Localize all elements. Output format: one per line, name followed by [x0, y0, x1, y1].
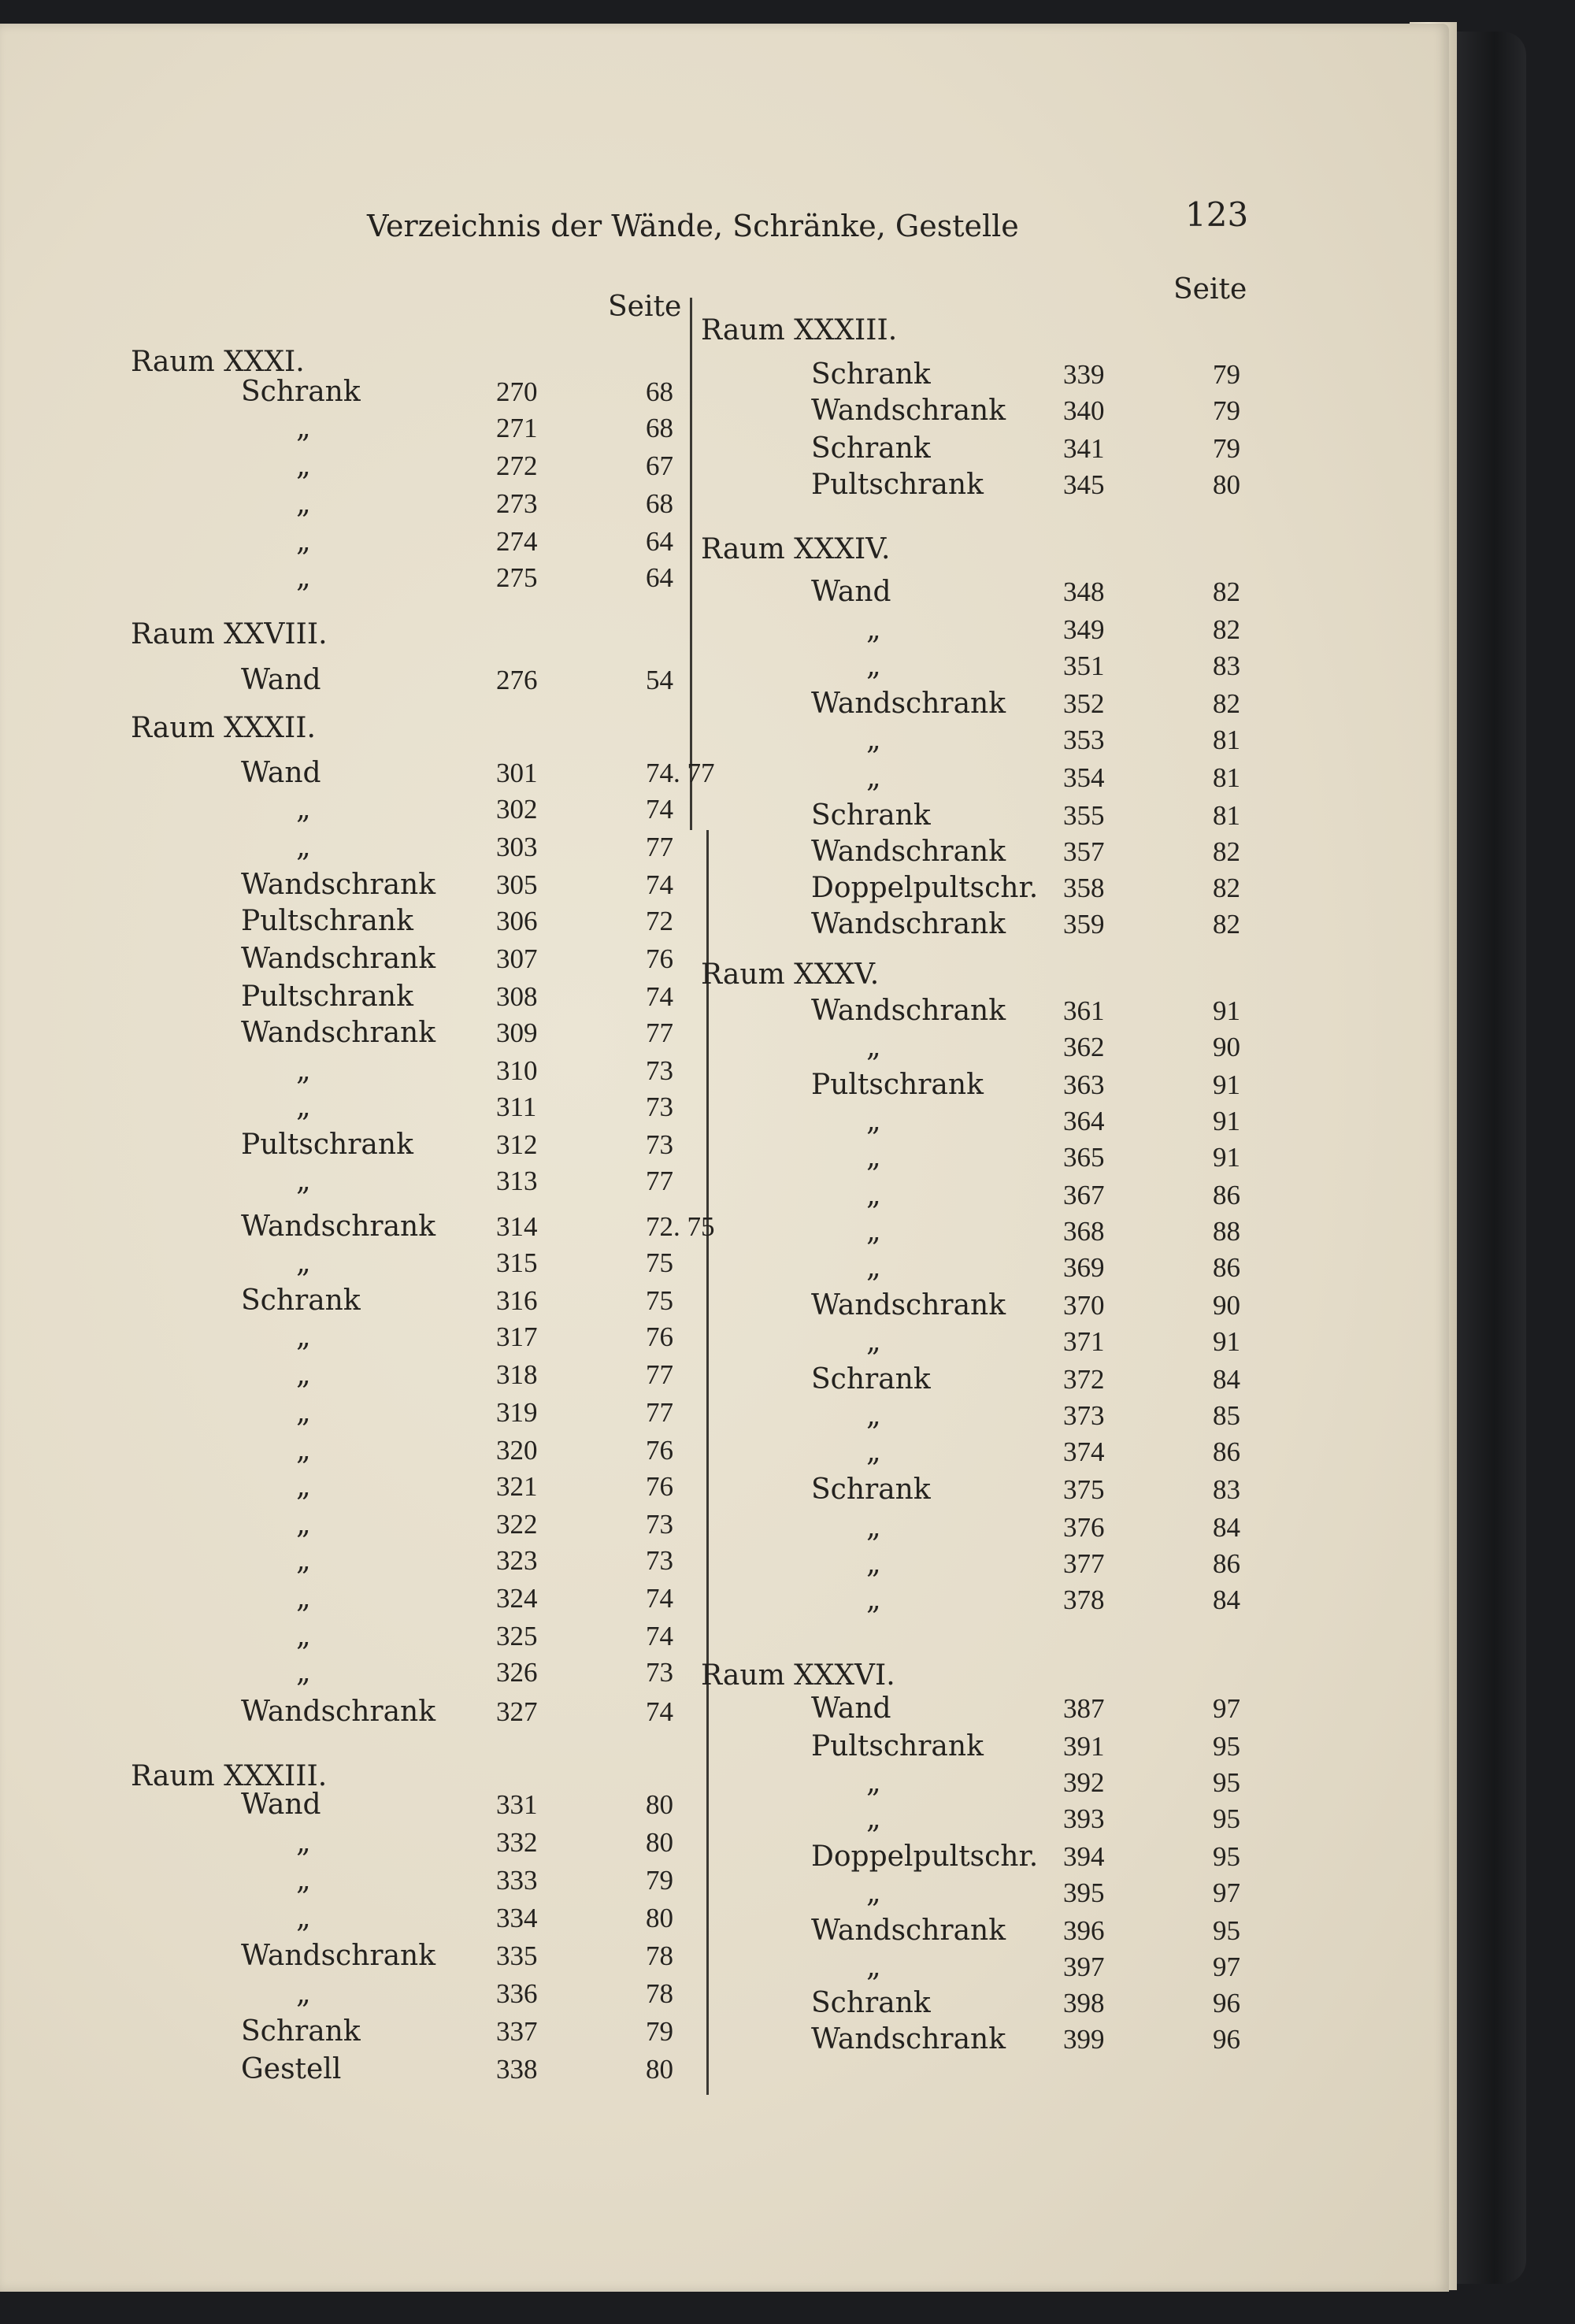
cabinet-number: 377 — [1063, 1548, 1105, 1579]
cabinet-number: 320 — [496, 1435, 538, 1466]
page-reference: 96 — [1213, 1988, 1240, 2018]
cabinet-number: 310 — [496, 1055, 538, 1086]
cabinet-number: 327 — [496, 1696, 538, 1727]
ditto-mark: „ — [866, 1511, 881, 1544]
page-reference: 80 — [646, 2054, 673, 2085]
cabinet-number: 319 — [496, 1397, 538, 1428]
cabinet-number: 306 — [496, 906, 538, 936]
page-reference: 84 — [1213, 1512, 1240, 1543]
page-reference: 82 — [1213, 688, 1240, 719]
page-reference: 54 — [646, 665, 673, 695]
item-label: Pultschrank — [811, 1730, 984, 1762]
page-reference: 95 — [1213, 1841, 1240, 1872]
ditto-mark: „ — [296, 1091, 311, 1123]
cabinet-number: 399 — [1063, 2024, 1105, 2055]
page-reference: 80 — [1213, 469, 1240, 500]
ditto-mark: „ — [866, 1251, 881, 1284]
cabinet-number: 398 — [1063, 1988, 1105, 2018]
cabinet-number: 393 — [1063, 1803, 1105, 1834]
cabinet-number: 376 — [1063, 1512, 1105, 1543]
page-reference: 64 — [646, 526, 673, 557]
item-label: Wandschrank — [811, 395, 1006, 427]
cabinet-number: 312 — [496, 1129, 538, 1160]
cabinet-number: 355 — [1063, 800, 1105, 831]
ditto-mark: „ — [866, 1179, 881, 1211]
ditto-mark: „ — [866, 1031, 881, 1063]
page-reference: 81 — [1213, 800, 1240, 831]
page-reference: 83 — [1213, 1474, 1240, 1505]
page-reference: 76 — [646, 943, 673, 974]
cabinet-number: 321 — [496, 1471, 538, 1502]
page-reference: 74 — [646, 794, 673, 825]
item-label: Schrank — [811, 1987, 931, 2019]
page-reference: 91 — [1213, 1326, 1240, 1357]
page-reference: 82 — [1213, 614, 1240, 645]
page-reference: 74. 77 — [646, 758, 715, 788]
item-label: Schrank — [811, 799, 931, 832]
page-reference: 86 — [1213, 1548, 1240, 1579]
page-reference: 73 — [646, 1657, 673, 1688]
item-label: Doppelpultschr. — [811, 872, 1039, 904]
room-heading: Raum XXXII. — [131, 712, 316, 744]
cabinet-number: 270 — [496, 376, 538, 407]
item-label: Wandschrank — [811, 2023, 1006, 2055]
page-reference: 86 — [1213, 1180, 1240, 1210]
cabinet-number: 370 — [1063, 1290, 1105, 1321]
page-reference: 81 — [1213, 725, 1240, 755]
cabinet-number: 365 — [1063, 1142, 1105, 1173]
page-reference: 68 — [646, 413, 673, 443]
ditto-mark: „ — [296, 1826, 311, 1859]
ditto-mark: „ — [866, 1766, 881, 1799]
item-label: Doppelpultschr. — [811, 1840, 1039, 1873]
page-reference: 91 — [1213, 1106, 1240, 1136]
item-label: Schrank — [811, 1363, 931, 1396]
column-divider-upper — [690, 298, 692, 830]
ditto-mark: „ — [296, 1470, 311, 1503]
ditto-mark: „ — [296, 1247, 311, 1279]
page-reference: 67 — [646, 450, 673, 481]
cabinet-number: 308 — [496, 981, 538, 1012]
cabinet-number: 351 — [1063, 650, 1105, 681]
cabinet-number: 316 — [496, 1285, 538, 1316]
page-reference: 77 — [646, 1359, 673, 1390]
page-reference: 68 — [646, 488, 673, 519]
seite-column-header: Seite — [1173, 273, 1247, 306]
cabinet-number: 338 — [496, 2054, 538, 2085]
item-label: Pultschrank — [241, 905, 413, 937]
page-reference: 84 — [1213, 1364, 1240, 1395]
ditto-mark: „ — [296, 562, 311, 594]
cabinet-number: 396 — [1063, 1915, 1105, 1946]
page-reference: 95 — [1213, 1915, 1240, 1946]
cabinet-number: 318 — [496, 1359, 538, 1390]
cabinet-number: 331 — [496, 1789, 538, 1820]
cabinet-number: 274 — [496, 526, 538, 557]
cabinet-number: 367 — [1063, 1180, 1105, 1210]
ditto-mark: „ — [296, 793, 311, 825]
item-label: Wandschrank — [811, 688, 1006, 720]
ditto-mark: „ — [296, 1544, 311, 1577]
page-reference: 74 — [646, 869, 673, 900]
ditto-mark: „ — [296, 1396, 311, 1429]
ditto-mark: „ — [296, 1582, 311, 1614]
cabinet-number: 307 — [496, 943, 538, 974]
ditto-mark: „ — [296, 1434, 311, 1466]
item-label: Wandschrank — [241, 869, 436, 901]
cabinet-number: 336 — [496, 1978, 538, 2009]
page-reference: 73 — [646, 1545, 673, 1576]
cabinet-number: 276 — [496, 665, 538, 695]
page-reference: 73 — [646, 1509, 673, 1540]
cabinet-number: 368 — [1063, 1216, 1105, 1247]
cabinet-number: 326 — [496, 1657, 538, 1688]
cabinet-number: 345 — [1063, 469, 1105, 500]
item-label: Wand — [241, 757, 321, 789]
ditto-mark: „ — [866, 1215, 881, 1247]
ditto-mark: „ — [296, 1165, 311, 1197]
page-reference: 97 — [1213, 1951, 1240, 1982]
ditto-mark: „ — [866, 1803, 881, 1835]
cabinet-number: 354 — [1063, 762, 1105, 793]
cabinet-number: 394 — [1063, 1841, 1105, 1872]
cabinet-number: 317 — [496, 1321, 538, 1352]
ditto-mark: „ — [296, 1055, 311, 1087]
page-reference: 78 — [646, 1940, 673, 1971]
page-reference: 90 — [1213, 1290, 1240, 1321]
ditto-mark: „ — [866, 1951, 881, 1983]
room-heading: Raum XXXIV. — [701, 533, 891, 565]
page-reference: 95 — [1213, 1731, 1240, 1762]
page-reference: 95 — [1213, 1803, 1240, 1834]
item-label: Pultschrank — [241, 1129, 413, 1161]
page-reference: 91 — [1213, 995, 1240, 1026]
running-title: Verzeichnis der Wände, Schränke, Gestelle — [367, 209, 1019, 243]
cabinet-number: 311 — [496, 1092, 537, 1122]
page-reference: 72 — [646, 906, 673, 936]
page-reference: 78 — [646, 1978, 673, 2009]
cabinet-number: 272 — [496, 450, 538, 481]
cabinet-number: 392 — [1063, 1767, 1105, 1798]
ditto-mark: „ — [866, 1141, 881, 1173]
cabinet-number: 375 — [1063, 1474, 1105, 1505]
room-heading: Raum XXXV. — [701, 958, 880, 991]
item-label: Pultschrank — [811, 1069, 984, 1101]
item-label: Wandschrank — [241, 1210, 436, 1243]
cabinet-number: 353 — [1063, 725, 1105, 755]
page-reference: 79 — [1213, 395, 1240, 426]
page-reference: 80 — [646, 1789, 673, 1820]
cabinet-number: 348 — [1063, 576, 1105, 607]
ditto-mark: „ — [866, 1105, 881, 1137]
cabinet-number: 373 — [1063, 1400, 1105, 1431]
page-reference: 82 — [1213, 873, 1240, 903]
item-label: Wand — [241, 664, 321, 696]
ditto-mark: „ — [296, 1977, 311, 2010]
ditto-mark: „ — [296, 487, 311, 520]
ditto-mark: „ — [866, 613, 881, 646]
page-reference: 68 — [646, 376, 673, 407]
cabinet-number: 397 — [1063, 1951, 1105, 1982]
cabinet-number: 391 — [1063, 1731, 1105, 1762]
item-label: Schrank — [811, 1473, 931, 1506]
item-label: Wandschrank — [811, 836, 1006, 868]
cabinet-number: 301 — [496, 758, 538, 788]
item-label: Schrank — [241, 2015, 361, 2048]
page-reference: 77 — [646, 832, 673, 862]
ditto-mark: „ — [866, 1436, 881, 1468]
cabinet-number: 271 — [496, 413, 538, 443]
ditto-mark: „ — [866, 1877, 881, 1909]
cabinet-number: 369 — [1063, 1252, 1105, 1283]
page-reference: 82 — [1213, 909, 1240, 940]
page-reference: 79 — [646, 2016, 673, 2047]
item-label: Schrank — [241, 1284, 361, 1317]
page-reference: 72. 75 — [646, 1211, 715, 1242]
page-reference: 82 — [1213, 576, 1240, 607]
item-label: Wand — [811, 1692, 891, 1725]
cabinet-number: 313 — [496, 1166, 538, 1196]
book-page — [0, 24, 1449, 2292]
cabinet-number: 323 — [496, 1545, 538, 1576]
page-reference: 77 — [646, 1166, 673, 1196]
cabinet-number: 305 — [496, 869, 538, 900]
item-label: Wandschrank — [241, 1696, 436, 1728]
page-reference: 76 — [646, 1471, 673, 1502]
cabinet-number: 339 — [1063, 359, 1105, 390]
cabinet-number: 333 — [496, 1865, 538, 1896]
cabinet-number: 395 — [1063, 1877, 1105, 1908]
column-divider-lower — [706, 830, 709, 2095]
page-reference: 75 — [646, 1285, 673, 1316]
ditto-mark: „ — [296, 1508, 311, 1540]
room-heading: Raum XXVIII. — [131, 618, 328, 650]
cabinet-number: 324 — [496, 1583, 538, 1614]
page-reference: 85 — [1213, 1400, 1240, 1431]
page-reference: 74 — [646, 981, 673, 1012]
cabinet-number: 303 — [496, 832, 538, 862]
ditto-mark: „ — [866, 1399, 881, 1432]
page-reference: 79 — [1213, 433, 1240, 464]
page-reference: 80 — [646, 1903, 673, 1933]
room-heading: Raum XXXIII. — [131, 1760, 328, 1792]
ditto-mark: „ — [866, 650, 881, 682]
ditto-mark: „ — [296, 1656, 311, 1688]
cabinet-number: 309 — [496, 1017, 538, 1048]
ditto-mark: „ — [296, 1864, 311, 1896]
page-reference: 73 — [646, 1092, 673, 1122]
item-label: Wandschrank — [811, 1914, 1006, 1947]
item-label: Schrank — [241, 376, 361, 408]
page-reference: 77 — [646, 1397, 673, 1428]
cabinet-number: 337 — [496, 2016, 538, 2047]
cabinet-number: 349 — [1063, 614, 1105, 645]
ditto-mark: „ — [296, 450, 311, 482]
ditto-mark: „ — [866, 724, 881, 756]
page-reference: 79 — [1213, 359, 1240, 390]
cabinet-number: 332 — [496, 1827, 538, 1858]
page-reference: 95 — [1213, 1767, 1240, 1798]
ditto-mark: „ — [296, 831, 311, 863]
cabinet-number: 378 — [1063, 1585, 1105, 1615]
ditto-mark: „ — [866, 1547, 881, 1580]
page-reference: 74 — [646, 1583, 673, 1614]
page-reference: 82 — [1213, 836, 1240, 867]
page-reference: 97 — [1213, 1877, 1240, 1908]
cabinet-number: 359 — [1063, 909, 1105, 940]
page-reference: 75 — [646, 1247, 673, 1278]
ditto-mark: „ — [296, 1321, 311, 1353]
cabinet-number: 374 — [1063, 1436, 1105, 1467]
item-label: Wandschrank — [811, 995, 1006, 1027]
item-label: Wandschrank — [241, 1017, 436, 1049]
item-label: Pultschrank — [241, 980, 413, 1013]
page-reference: 91 — [1213, 1069, 1240, 1100]
item-label: Wand — [241, 1788, 321, 1821]
page-reference: 73 — [646, 1055, 673, 1086]
cabinet-number: 372 — [1063, 1364, 1105, 1395]
page-reference: 76 — [646, 1435, 673, 1466]
cabinet-number: 325 — [496, 1621, 538, 1651]
cabinet-number: 358 — [1063, 873, 1105, 903]
page-number: 123 — [1185, 195, 1249, 234]
cabinet-number: 314 — [496, 1211, 538, 1242]
item-label: Wandschrank — [241, 1940, 436, 1972]
page-reference: 73 — [646, 1129, 673, 1160]
cabinet-number: 315 — [496, 1247, 538, 1278]
ditto-mark: „ — [866, 1325, 881, 1358]
page-reference: 96 — [1213, 2024, 1240, 2055]
item-label: Gestell — [241, 2053, 342, 2085]
seite-column-header: Seite — [608, 291, 682, 323]
ditto-mark: „ — [296, 412, 311, 444]
page-reference: 74 — [646, 1696, 673, 1727]
page-reference: 80 — [646, 1827, 673, 1858]
cabinet-number: 387 — [1063, 1693, 1105, 1724]
page-reference: 84 — [1213, 1585, 1240, 1615]
page-reference: 81 — [1213, 762, 1240, 793]
room-heading: Raum XXXI. — [131, 346, 305, 378]
cabinet-number: 361 — [1063, 995, 1105, 1026]
page-reference: 88 — [1213, 1216, 1240, 1247]
page-reference: 83 — [1213, 650, 1240, 681]
page-reference: 91 — [1213, 1142, 1240, 1173]
cabinet-number: 340 — [1063, 395, 1105, 426]
ditto-mark: „ — [296, 525, 311, 558]
item-label: Wand — [811, 576, 891, 608]
ditto-mark: „ — [866, 762, 881, 794]
cabinet-number: 363 — [1063, 1069, 1105, 1100]
cabinet-number: 362 — [1063, 1032, 1105, 1062]
item-label: Wandschrank — [241, 943, 436, 975]
room-heading: Raum XXXIII. — [701, 314, 898, 347]
page-reference: 64 — [646, 562, 673, 593]
item-label: Schrank — [811, 432, 931, 465]
cabinet-number: 275 — [496, 562, 538, 593]
cabinet-number: 371 — [1063, 1326, 1105, 1357]
cabinet-number: 341 — [1063, 433, 1105, 464]
cabinet-number: 273 — [496, 488, 538, 519]
book-binding — [1447, 32, 1526, 2284]
page-reference: 74 — [646, 1621, 673, 1651]
item-label: Pultschrank — [811, 469, 984, 501]
page-reference: 86 — [1213, 1252, 1240, 1283]
cabinet-number: 302 — [496, 794, 538, 825]
item-label: Schrank — [811, 358, 931, 391]
item-label: Wandschrank — [811, 1289, 1006, 1321]
page-reference: 90 — [1213, 1032, 1240, 1062]
room-heading: Raum XXXVI. — [701, 1659, 895, 1692]
ditto-mark: „ — [296, 1620, 311, 1652]
cabinet-number: 352 — [1063, 688, 1105, 719]
page-reference: 86 — [1213, 1436, 1240, 1467]
page-reference: 79 — [646, 1865, 673, 1896]
ditto-mark: „ — [296, 1902, 311, 1934]
page-reference: 77 — [646, 1017, 673, 1048]
cabinet-number: 364 — [1063, 1106, 1105, 1136]
cabinet-number: 357 — [1063, 836, 1105, 867]
ditto-mark: „ — [866, 1584, 881, 1616]
ditto-mark: „ — [296, 1358, 311, 1391]
page-reference: 76 — [646, 1321, 673, 1352]
cabinet-number: 322 — [496, 1509, 538, 1540]
cabinet-number: 334 — [496, 1903, 538, 1933]
page-reference: 97 — [1213, 1693, 1240, 1724]
cabinet-number: 335 — [496, 1940, 538, 1971]
item-label: Wandschrank — [811, 908, 1006, 940]
